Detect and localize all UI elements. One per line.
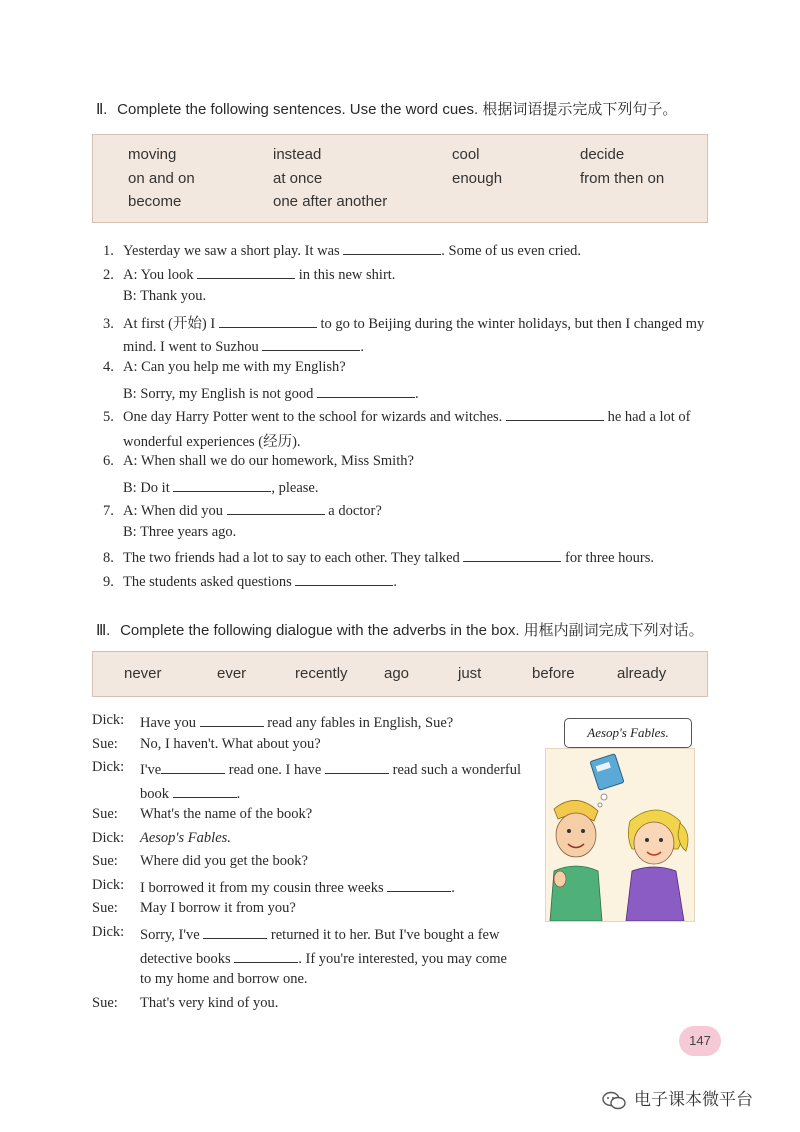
word-cue: from then on bbox=[580, 170, 665, 187]
speaker-dick: Dick: bbox=[92, 924, 125, 940]
dialogue-line-9: Sorry, I've returned it to her. But I've bought a few bbox=[140, 924, 499, 944]
answer-blank[interactable] bbox=[203, 924, 267, 939]
sentence-4: 4. A: Can you help me with my English? bbox=[103, 359, 346, 375]
watermark bbox=[602, 1085, 753, 1111]
adverb: already bbox=[617, 665, 667, 682]
sentence-3-cont: mind. I went to Suzhou . bbox=[123, 336, 364, 356]
speaker-dick: Dick: bbox=[92, 712, 125, 728]
sentence-6-reply: B: Do it , please. bbox=[123, 477, 318, 497]
word-cue: moving bbox=[128, 146, 177, 163]
answer-blank[interactable] bbox=[197, 264, 295, 279]
illustration-frame bbox=[545, 748, 695, 922]
sentence-3: 3. At first (开始) I to go to Beijing during the winter holidays, but then I changed my bbox=[103, 312, 704, 333]
section-2-numeral: Ⅱ. bbox=[96, 102, 108, 118]
dialogue-line-9-cont2: to my home and borrow one. bbox=[140, 971, 308, 987]
word-cue: decide bbox=[580, 146, 625, 163]
dialogue-line-4: What's the name of the book? bbox=[140, 806, 313, 822]
page-number: 147 bbox=[679, 1026, 721, 1056]
answer-blank[interactable] bbox=[387, 877, 451, 892]
answer-blank[interactable] bbox=[227, 500, 325, 515]
dialogue-line-2: No, I haven't. What about you? bbox=[140, 736, 321, 752]
section-2-title: Complete the following sentences. Use the word cues. 根据词语提示完成下列句子。 bbox=[117, 101, 678, 118]
dialogue-line-8: May I borrow it from you? bbox=[140, 900, 296, 916]
answer-blank[interactable] bbox=[295, 571, 393, 586]
dialogue-line-3: I've read one. I have read such a wonderful bbox=[140, 759, 521, 779]
speaker-sue: Sue: bbox=[92, 736, 118, 752]
sentence-5: 5. One day Harry Potter went to the school for wizards and witches. he had a lot of bbox=[103, 406, 691, 426]
word-cue: at once bbox=[273, 170, 323, 187]
dialogue-line-1: Have you read any fables in English, Sue? bbox=[140, 712, 453, 732]
wechat-icon bbox=[602, 1091, 626, 1111]
dialogue-line-7: I borrowed it from my cousin three weeks . bbox=[140, 877, 455, 897]
sentence-6: 6. A: When shall we do our homework, Miss Smith? bbox=[103, 453, 414, 469]
adverb: before bbox=[532, 665, 575, 682]
answer-blank[interactable] bbox=[234, 948, 298, 963]
section-3-heading bbox=[96, 619, 704, 640]
sentence-5-cont: wonderful experiences (经历). bbox=[123, 434, 301, 450]
answer-blank[interactable] bbox=[506, 406, 604, 421]
answer-blank[interactable] bbox=[173, 783, 237, 798]
word-cue: become bbox=[128, 193, 182, 210]
answer-blank[interactable] bbox=[200, 712, 264, 727]
answer-blank[interactable] bbox=[343, 240, 441, 255]
word-cue: cool bbox=[452, 146, 480, 163]
sentence-1: 1. Yesterday we saw a short play. It was . Some of us even cried. bbox=[103, 240, 581, 260]
answer-blank[interactable] bbox=[173, 477, 271, 492]
section-3-numeral: Ⅲ. bbox=[96, 623, 111, 639]
sentence-4-reply: B: Sorry, my English is not good . bbox=[123, 383, 419, 403]
dialogue-line-5: Aesop's Fables. bbox=[140, 830, 231, 846]
bubble-text: Aesop's Fables. bbox=[587, 725, 669, 740]
section-2-heading bbox=[96, 98, 677, 119]
speaker-dick: Dick: bbox=[92, 877, 125, 893]
children-illustration bbox=[546, 749, 694, 921]
dialogue-line-3-cont: book . bbox=[140, 783, 240, 803]
dialogue-line-10: That's very kind of you. bbox=[140, 995, 279, 1011]
speaker-dick: Dick: bbox=[92, 759, 125, 775]
girl-figure bbox=[626, 810, 688, 921]
answer-blank[interactable] bbox=[161, 759, 225, 774]
answer-blank[interactable] bbox=[325, 759, 389, 774]
dialogue-line-9-cont: detective books . If you're interested, you may come bbox=[140, 948, 507, 968]
dialogue-line-6: Where did you get the book? bbox=[140, 853, 308, 869]
speaker-sue: Sue: bbox=[92, 900, 118, 916]
sentence-7-reply: B: Three years ago. bbox=[123, 524, 237, 540]
word-cue: enough bbox=[452, 170, 503, 187]
adverb: never bbox=[124, 665, 162, 682]
sentence-2-reply: B: Thank you. bbox=[123, 288, 207, 304]
answer-blank[interactable] bbox=[463, 547, 561, 562]
word-cue: one after another bbox=[273, 193, 388, 210]
speaker-sue: Sue: bbox=[92, 995, 118, 1011]
answer-blank[interactable] bbox=[317, 383, 415, 398]
word-cue: on and on bbox=[128, 170, 195, 187]
book-icon bbox=[590, 754, 624, 791]
sentence-2: 2. A: You look in this new shirt. bbox=[103, 264, 395, 284]
adverb: just bbox=[458, 665, 482, 682]
sentence-8: 8. The two friends had a lot to say to each other. They talked for three hours. bbox=[103, 547, 654, 567]
answer-blank[interactable] bbox=[262, 336, 360, 351]
thought-bubble bbox=[564, 718, 692, 748]
adverb: recently bbox=[295, 665, 348, 682]
answer-blank[interactable] bbox=[219, 313, 317, 328]
sentence-7: 7. A: When did you a doctor? bbox=[103, 500, 382, 520]
speaker-dick: Dick: bbox=[92, 830, 125, 846]
speaker-sue: Sue: bbox=[92, 853, 118, 869]
adverb: ever bbox=[217, 665, 247, 682]
word-cue: instead bbox=[273, 146, 322, 163]
boy-figure bbox=[550, 800, 602, 921]
section-3-title: Complete the following dialogue with the adverbs in the box. 用框内副词完成下列对话。 bbox=[120, 622, 704, 639]
sentence-9: 9. The students asked questions . bbox=[103, 571, 397, 591]
speaker-sue: Sue: bbox=[92, 806, 118, 822]
watermark-text: 电子课本微平台 bbox=[634, 1090, 753, 1109]
adverb: ago bbox=[384, 665, 410, 682]
